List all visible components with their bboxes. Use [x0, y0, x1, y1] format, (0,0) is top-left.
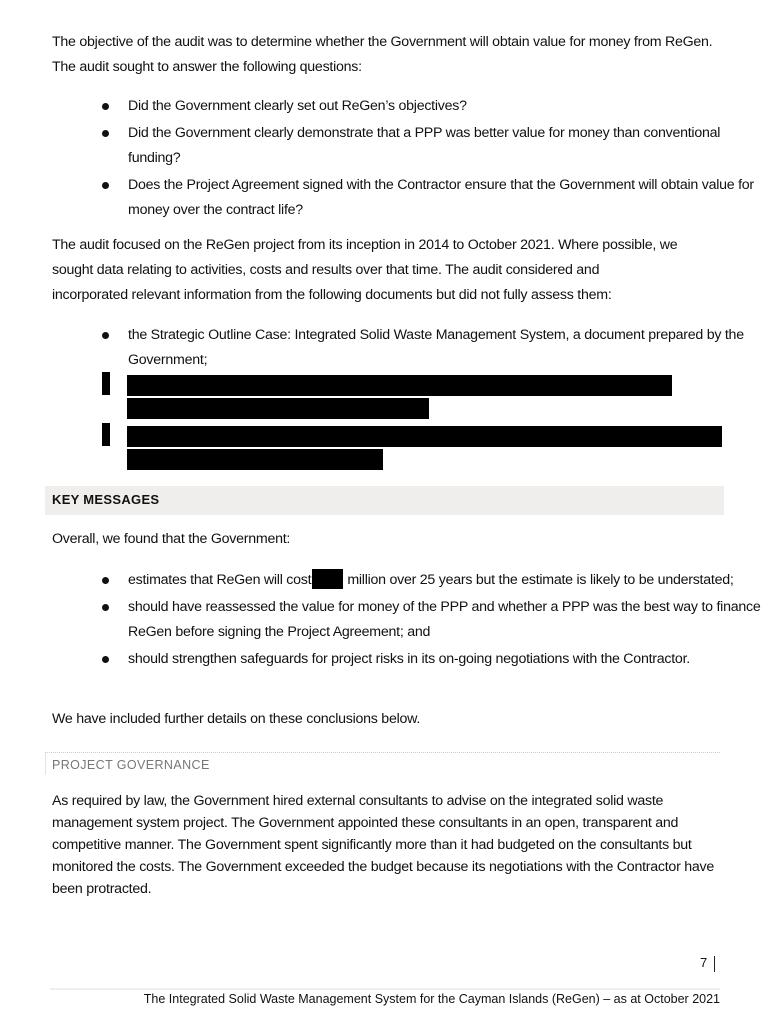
question-text: Did the Government clearly set out ReGen’s objectives?: [128, 98, 467, 114]
message-text: should have reassessed the value for money of the PPP and whether a PPP was the best way to finance ReGen before signing the Project Agreement; and: [128, 599, 761, 640]
key-messages-list: [0, 568, 768, 674]
bullet-icon: [102, 103, 109, 110]
list-item: [0, 94, 768, 119]
question-text: Does the Project Agreement signed with the Contractor ensure that the Government will obtain value for money over the contract life?: [128, 177, 754, 218]
message-text: million over 25 years but the estimate is likely to be understated;: [347, 572, 734, 588]
key-messages-intro: Overall, we found that the Government:: [52, 531, 291, 547]
message-text: estimates that ReGen will cost: [128, 572, 312, 588]
divider: [714, 956, 715, 972]
scope-paragraph: [52, 233, 772, 308]
bullet-icon: [102, 332, 109, 339]
list-item: [0, 595, 768, 645]
bullet-icon: [102, 130, 109, 137]
document-text: the Strategic Outline Case: Integrated Solid Waste Management System, a document prepared by the Government;: [128, 327, 744, 368]
key-messages-closing: We have included further details on these conclusions below.: [52, 711, 421, 727]
scope-line: The audit focused on the ReGen project from its inception in 2014 to October 2021. Where possible, we: [52, 237, 678, 253]
governance-paragraph: As required by law, the Government hired external consultants to advise on the integrated solid waste management system project. The Government appointed these consultants in an open, transparent and competitive manner. The Government spent significantly more than it had budgeted on the consultants but monitored the costs. The Government exceeded the budget because its negotiations with the Contractor have been protracted.: [52, 793, 714, 897]
bullet-icon: [102, 656, 109, 663]
redaction-block: [127, 375, 672, 396]
scope-line: incorporated relevant information from the following documents but did not fully assess them:: [52, 287, 612, 303]
redaction-block: [127, 398, 429, 419]
list-item: [0, 568, 768, 593]
bullet-icon: [102, 577, 109, 584]
redaction-block: [312, 569, 343, 589]
divider: [50, 988, 720, 990]
list-item: [0, 173, 768, 223]
bullet-icon: [102, 182, 109, 189]
question-text: Did the Government clearly demonstrate that a PPP was better value for money than conventional funding?: [128, 125, 721, 166]
key-messages-heading-bar: [45, 486, 724, 515]
page-number: 7: [700, 955, 708, 970]
documents-list: [0, 323, 768, 375]
key-messages-heading: KEY MESSAGES: [52, 492, 160, 507]
project-governance-heading: PROJECT GOVERNANCE: [52, 758, 210, 772]
list-item: [0, 323, 768, 373]
redaction-block: [127, 449, 383, 470]
footer-title: The Integrated Solid Waste Management System for the Cayman Islands (ReGen) – as at October 2021: [143, 992, 720, 1006]
divider: [45, 752, 720, 753]
redaction-block: [127, 426, 722, 447]
objective-paragraph: The objective of the audit was to determine whether the Government will obtain value for money from ReGen. The audit sought to answer the following questions:: [52, 34, 713, 75]
scope-line: sought data relating to activities, costs and results over that time. The audit considered and: [52, 262, 600, 278]
list-item: [0, 121, 768, 171]
audit-questions-list: [0, 94, 768, 225]
divider: [45, 753, 46, 775]
redaction-block: [102, 372, 110, 395]
redaction-block: [102, 423, 110, 446]
message-text: should strengthen safeguards for project risks in its on-going negotiations with the Contractor.: [128, 651, 690, 667]
bullet-icon: [102, 604, 109, 611]
list-item: [0, 647, 768, 672]
